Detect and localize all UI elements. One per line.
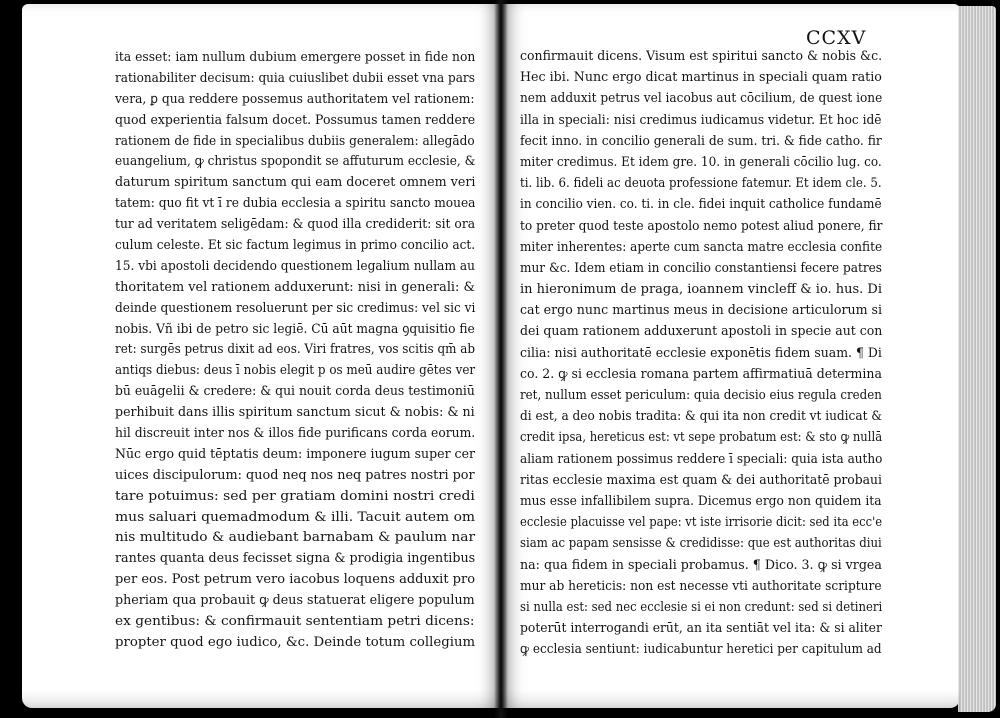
text-line: miter credimus. Et idem gre. 10. in generali cōcilio lug. co. xyxy=(520,154,882,170)
text-line: nis multitudo & audiebant barnabam & paulum nar xyxy=(115,530,476,546)
text-line: Hec ibi. Nunc ergo dicat martinus in speciali quam ratio xyxy=(520,70,882,86)
text-line: to preter quod teste apostolo nemo potest aliud ponere, fir xyxy=(520,218,883,234)
text-line: hil discreuit inter nos & illos fide purificans corda eorum. xyxy=(115,426,476,442)
text-line: ritas ecclesie maxima est quam & dei authoritatē probaui xyxy=(520,472,882,488)
text-line: rationabiliter decisum: quia cuiuslibet dubii esset vna pars xyxy=(115,70,475,86)
text-line: rationem de fide in specialibus dubiis generalem: allegādo xyxy=(115,133,475,149)
text-line: credit ipsa, hereticus est: vt sepe probatum est: & sto ꝙ nullā xyxy=(520,430,883,446)
text-line: tur ad veritatem seligēdam: & quod illa crediderit: sit ora xyxy=(115,217,476,233)
text-line: vera, ꝑ qua reddere possemus authoritatem vel rationem: xyxy=(115,91,475,107)
text-line: ex gentibus: & confirmauit sententiam petri dicens: xyxy=(115,614,475,630)
book-gutter xyxy=(494,0,508,718)
text-line: nem adduxit petrus vel iacobus aut cōcilium, de quest ione xyxy=(520,91,883,107)
text-line: siam ac papam sensisse & credidisse: que est authoritas diui xyxy=(520,536,882,552)
text-line: uices discipulorum: quod neq nos neq patres nostri por xyxy=(115,467,475,483)
text-line: di est, a deo nobis tradita: & qui ita non credit vt iudicat & xyxy=(520,409,883,425)
text-line: tare potuimus: sed per gratiam domini nostri credi xyxy=(115,488,475,504)
text-line: in concilio vien. co. ti. in cle. fidei inquit catholice fundamē xyxy=(520,197,882,213)
text-line: cat ergo nunc martinus meus in decisione articulorum si xyxy=(520,303,883,319)
text-line: mus saluari quemadmodum & illi. Tacuit autem om xyxy=(115,509,476,525)
text-line: poterūt interrogandi erūt, an ita sentiāt vel ita: & si aliter xyxy=(520,621,882,637)
text-line: ita esset: iam nullum dubium emergere posset in fide non xyxy=(115,50,476,65)
text-line: dei quam rationem adduxerunt apostoli in specie aut con xyxy=(520,324,883,340)
text-line: culum celeste. Et sic factum legimus in primo concilio act. xyxy=(115,238,476,254)
text-line: quod experientia falsum docet. Possumus tamen reddere xyxy=(115,112,476,128)
text-line: pheriam qua probauit ꝙ deus statuerat eligere populum xyxy=(115,593,475,609)
text-line: thoritatem vel rationem adduxerunt: nisi in generali: & xyxy=(115,279,475,295)
text-line: confirmauit dicens. Visum est spiritui sancto & nobis &c. xyxy=(520,49,883,64)
text-line: mus esse infallibilem supra. Dicemus ergo non quidem ita xyxy=(520,493,882,509)
bottom-shadow xyxy=(22,690,960,712)
text-line: ret, nullum esset periculum: quia decisio eius regula creden xyxy=(520,388,882,403)
text-line: bū euāgelii & credere: & qui nouit corda deus testimoniū xyxy=(115,384,475,400)
left-page-text xyxy=(115,48,475,654)
page-edges xyxy=(958,6,996,712)
text-line: miter inherentes: aperte cum sancta matre ecclesia confite xyxy=(520,239,883,255)
folio-number: CCXV xyxy=(806,27,867,49)
text-line: nobis. Vñ ibi de petro sic legiē. Cū aūt magna ꝯquisitio fie xyxy=(115,321,475,337)
right-page-text xyxy=(520,46,882,660)
text-line: aliam rationem possimus reddere ī speciali: quia ista autho xyxy=(520,451,883,467)
text-line: per eos. Post petrum vero iacobus loquens adduxit pro xyxy=(115,572,476,588)
text-line: mur ab hereticis: non est necesse vti authoritate scripture xyxy=(520,578,882,594)
text-line: ecclesie placuisse vel pape: vt iste irrisorie dicit: sed ita ecc'e xyxy=(520,515,883,531)
text-line: rantes quanta deus fecisset signa & prodigia ingentibus xyxy=(115,551,476,567)
text-line: ti. lib. 6. fideli ac deuota professione fatemur. Et idem cle. 5. xyxy=(520,176,882,192)
text-line: perhibuit dans illis spiritum sanctum sicut & nobis: & ni xyxy=(115,405,475,421)
text-line: in hieronimum de praga, ioannem vincleff & io. hus. Di xyxy=(520,282,883,298)
text-line: deinde questionem resoluerunt per sic credimus: vel sic vi xyxy=(115,300,476,316)
text-line: mur &c. Idem etiam in concilio constantiensi fecere patres xyxy=(520,260,883,276)
text-line: daturum spiritum sanctum qui eam doceret omnem veri xyxy=(115,175,476,191)
text-line: euangelium, ꝙ christus spopondit se affuturum ecclesie, & xyxy=(115,154,476,170)
text-line: co. 2. ꝙ si ecclesia romana partem affirmatiuā determina xyxy=(520,366,882,382)
text-line: ret: surgēs petrus dixit ad eos. Viri fratres, vos scitis qm̄ ab xyxy=(115,342,475,358)
text-line: si nulla est: sed nec ecclesie si ei non credunt: sed si detineri xyxy=(520,599,883,615)
text-line: antiqs diebus: deus ī nobis elegit p os meū audire gētes ver xyxy=(115,363,476,379)
text-line: Nūc ergo quid tēptatis deum: imponere iugum super cer xyxy=(115,446,475,462)
text-line: 15. vbi apostoli decidendo questionem legalium nullam au xyxy=(115,258,475,274)
text-line: illa in speciali: nisi credimus iudicamus videtur. Et hoc idē xyxy=(520,112,882,128)
text-line: cilia: nisi authoritatē ecclesie exponētis fidem suam. ¶ Di xyxy=(520,345,882,361)
text-line: ꝙ ecclesia sentiunt: iudicabuntur heretici per capitulum ad xyxy=(520,642,882,658)
text-line: fecit inno. in concilio generali de sum. tri. & fide catho. fir xyxy=(520,133,882,149)
text-line: na: qua fidem in speciali probamus. ¶ Dico. 3. ꝙ si vrgea xyxy=(520,557,882,573)
text-line: propter quod ego iudico, &c. Deinde totum collegium xyxy=(115,634,476,650)
text-line: tatem: quo fit vt ī re dubia ecclesia a spiritu sancto mouea xyxy=(115,196,476,212)
